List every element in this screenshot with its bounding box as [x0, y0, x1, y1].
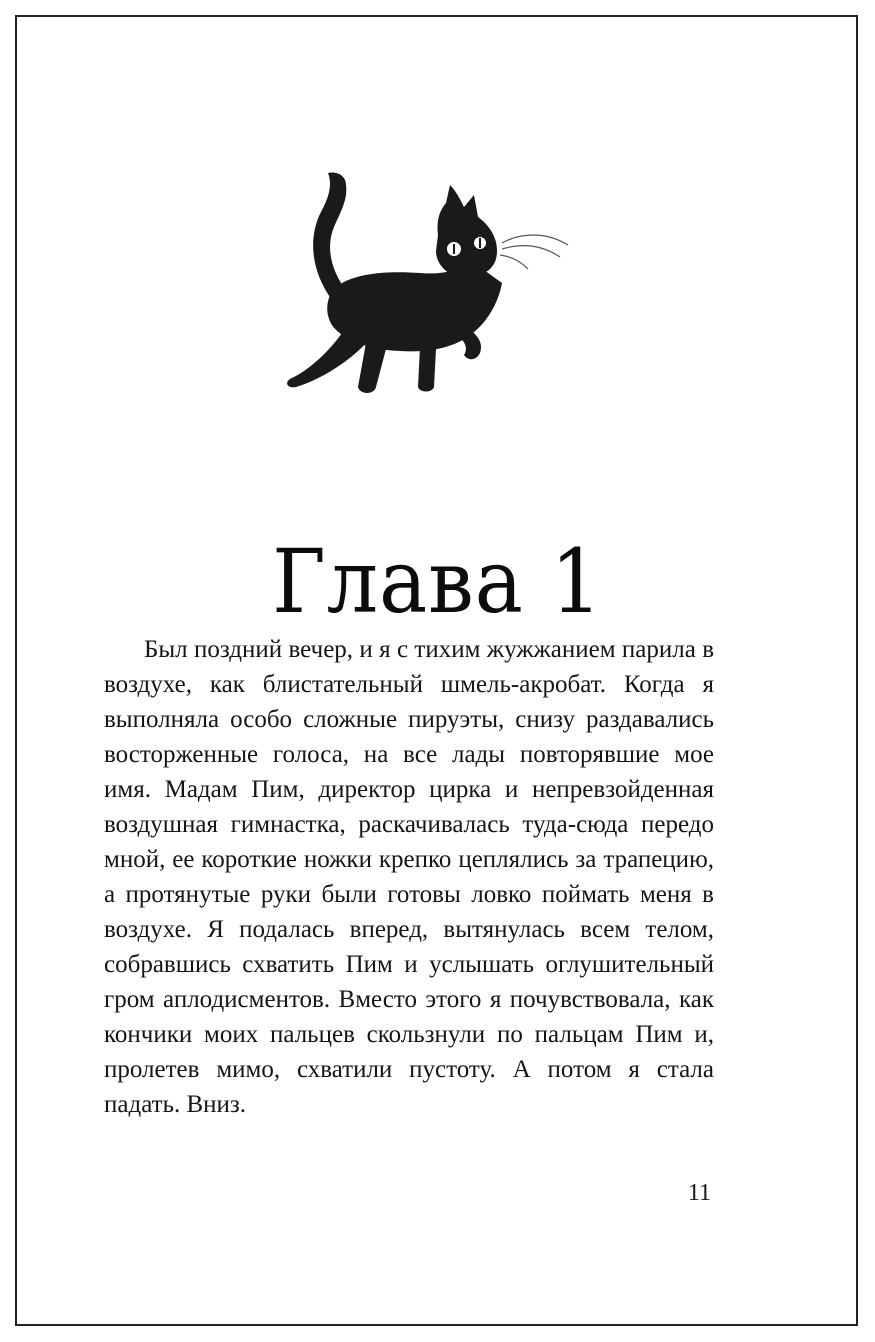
chapter-title: Глава 1	[272, 529, 603, 633]
body-paragraph: Был поздний вечер, и я с тихим жужжанием парила в воздухе, как блистательный шмель-акробат. Когда я выполняла особо сложные пируэты, снизу раздавались восторженные голоса, на все лады повторявшие мое имя. Мадам Пим, директор цирка и непревзойденная воздушная гимнастка, раскачивалась туда-сюда передо мной, ее короткие ножки крепко цеплялись за трапецию, а протянутые руки были готовы ловко поймать меня в воздухе. Я подалась вперед, вытянулась всем телом, собравшись схватить Пим и услышать оглушительный гром аплодисментов. Вместо этого я почувствовала, как кончики моих пальцев скользнули по пальцам Пим и, пролетев мимо, схватили пустоту. А потом я стала падать. Вниз.	[104, 636, 714, 1118]
black-cat-icon	[270, 165, 580, 405]
page-number: 11	[687, 1180, 711, 1206]
